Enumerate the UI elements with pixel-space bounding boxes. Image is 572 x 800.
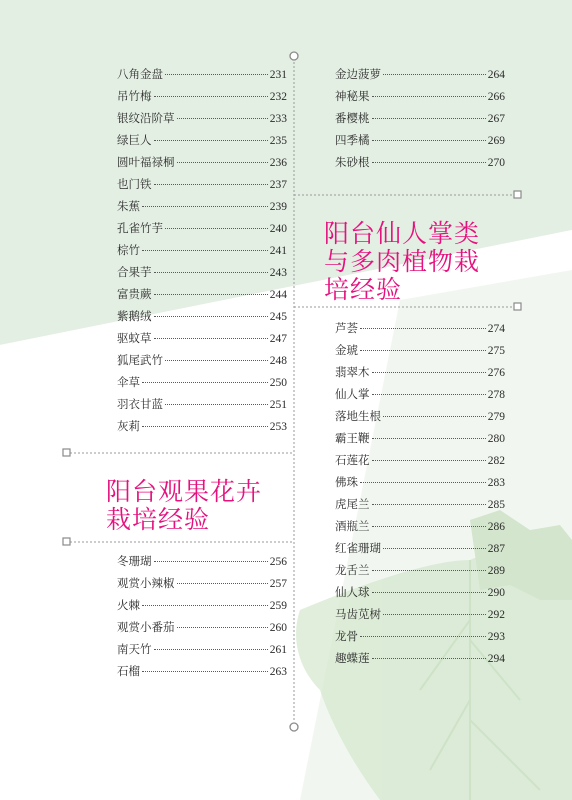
toc-entry[interactable] — [117, 132, 287, 150]
square-marker — [63, 449, 70, 456]
leader-dots — [372, 162, 486, 163]
entry-page: 241 — [269, 245, 287, 257]
leader-dots — [360, 482, 486, 483]
leader-dots — [165, 228, 268, 229]
entry-page: 294 — [487, 653, 505, 665]
entry-name: 狐尾武竹 — [117, 353, 163, 367]
entry-page: 257 — [269, 578, 287, 590]
entry-page: 286 — [487, 521, 505, 533]
leader-dots — [372, 140, 486, 141]
entry-name: 南天竹 — [117, 642, 152, 656]
entry-name: 龙舌兰 — [335, 563, 370, 577]
toc-entry[interactable] — [117, 154, 287, 172]
entry-name: 富贵蕨 — [117, 287, 152, 301]
entry-page: 270 — [487, 157, 505, 169]
entry-name: 仙人掌 — [335, 387, 370, 401]
entry-name: 伞草 — [117, 375, 140, 389]
entry-name: 紫鹅绒 — [117, 309, 152, 323]
leader-dots — [177, 627, 268, 628]
entry-page: 237 — [269, 179, 287, 191]
circle-marker-bottom — [290, 723, 298, 731]
leader-dots — [372, 658, 486, 659]
leader-dots — [177, 583, 268, 584]
entry-name: 仙人球 — [335, 585, 370, 599]
leader-dots — [154, 272, 268, 273]
toc-entry[interactable] — [335, 110, 505, 128]
leader-dots — [154, 316, 268, 317]
leader-dots — [165, 74, 268, 75]
leader-dots — [372, 118, 486, 119]
entry-page: 235 — [269, 135, 287, 147]
toc-entry[interactable] — [117, 198, 287, 216]
square-marker — [514, 191, 521, 198]
section-heading-fruit — [106, 478, 262, 534]
entry-page: 285 — [487, 499, 505, 511]
entry-name: 霸王鞭 — [335, 431, 370, 445]
entry-page: 274 — [487, 323, 505, 335]
entry-name: 灰莉 — [117, 419, 140, 433]
toc-entry[interactable] — [117, 308, 287, 326]
entry-name: 落地生根 — [335, 409, 381, 423]
entry-page: 259 — [269, 600, 287, 612]
entry-name: 棕竹 — [117, 243, 140, 257]
toc-entry[interactable] — [117, 330, 287, 348]
toc-entry[interactable] — [117, 553, 287, 571]
toc-entry[interactable] — [117, 66, 287, 84]
entry-name: 圆叶福禄桐 — [117, 155, 175, 169]
toc-entry[interactable] — [117, 641, 287, 659]
toc-entry[interactable] — [335, 474, 505, 492]
leader-dots — [142, 426, 268, 427]
leader-dots — [165, 360, 268, 361]
toc-entry[interactable] — [117, 220, 287, 238]
entry-page: 261 — [269, 644, 287, 656]
leader-dots — [372, 96, 486, 97]
circle-marker-top — [290, 52, 298, 60]
leader-dots — [154, 96, 268, 97]
leader-dots — [372, 438, 486, 439]
leader-dots — [154, 561, 268, 562]
entry-name: 吊竹梅 — [117, 89, 152, 103]
toc-entry[interactable] — [117, 396, 287, 414]
leader-dots — [154, 184, 268, 185]
leader-dots — [383, 548, 486, 549]
leader-dots — [360, 350, 486, 351]
section-heading-succulents — [324, 220, 480, 304]
entry-page: 289 — [487, 565, 505, 577]
leader-dots — [383, 74, 486, 75]
leader-dots — [383, 614, 486, 615]
entry-page: 236 — [269, 157, 287, 169]
entry-page: 231 — [269, 69, 287, 81]
toc-entry[interactable] — [335, 518, 505, 536]
entry-name: 朱蕉 — [117, 199, 140, 213]
entry-name: 羽衣甘蓝 — [117, 397, 163, 411]
section-heading-line: 阳台仙人掌类 — [324, 219, 481, 248]
entry-name: 观赏小番茄 — [117, 620, 175, 634]
leader-dots — [372, 570, 486, 571]
toc-entry[interactable] — [335, 584, 505, 602]
entry-name: 翡翠木 — [335, 365, 370, 379]
toc-entry[interactable] — [117, 619, 287, 637]
leader-dots — [372, 592, 486, 593]
square-marker — [63, 538, 70, 545]
entry-name: 趣蝶莲 — [335, 651, 370, 665]
leader-dots — [383, 416, 486, 417]
entry-name: 四季橘 — [335, 133, 370, 147]
entry-name: 合果芋 — [117, 265, 152, 279]
leader-dots — [142, 382, 268, 383]
entry-name: 石榴 — [117, 664, 140, 678]
entry-name: 朱砂根 — [335, 155, 370, 169]
toc-entry[interactable] — [335, 364, 505, 382]
toc-entry[interactable] — [335, 132, 505, 150]
toc-entry[interactable] — [335, 154, 505, 172]
entry-name: 金边菠萝 — [335, 67, 381, 81]
entry-page: 269 — [487, 135, 505, 147]
leader-dots — [142, 250, 268, 251]
entry-page: 250 — [269, 377, 287, 389]
entry-page: 232 — [269, 91, 287, 103]
entry-page: 247 — [269, 333, 287, 345]
toc-entry[interactable] — [335, 386, 505, 404]
entry-page: 243 — [269, 267, 287, 279]
leader-dots — [142, 671, 268, 672]
toc-entry[interactable] — [335, 628, 505, 646]
entry-page: 293 — [487, 631, 505, 643]
entry-page: 240 — [269, 223, 287, 235]
entry-name: 酒瓶兰 — [335, 519, 370, 533]
toc-entry[interactable] — [117, 242, 287, 260]
toc-entry[interactable] — [335, 408, 505, 426]
entry-name: 观赏小辣椒 — [117, 576, 175, 590]
toc-entry[interactable] — [335, 606, 505, 624]
entry-name: 驱蚊草 — [117, 331, 152, 345]
toc-entry[interactable] — [117, 575, 287, 593]
entry-page: 245 — [269, 311, 287, 323]
section-heading-line: 栽培经验 — [106, 505, 211, 534]
toc-entry[interactable] — [117, 286, 287, 304]
leader-dots — [154, 140, 268, 141]
leader-dots — [360, 328, 486, 329]
entry-name: 金琥 — [335, 343, 358, 357]
entry-name: 佛珠 — [335, 475, 358, 489]
entry-page: 233 — [269, 113, 287, 125]
entry-name: 冬珊瑚 — [117, 554, 152, 568]
entry-name: 银纹沿阶草 — [117, 111, 175, 125]
leader-dots — [372, 460, 486, 461]
leader-dots — [154, 338, 268, 339]
entry-page: 267 — [487, 113, 505, 125]
entry-page: 279 — [487, 411, 505, 423]
toc-entry[interactable] — [335, 562, 505, 580]
section-heading-line: 与多肉植物栽 — [324, 247, 481, 276]
square-marker — [514, 303, 521, 310]
entry-page: 263 — [269, 666, 287, 678]
entry-name: 龙骨 — [335, 629, 358, 643]
entry-page: 264 — [487, 69, 505, 81]
toc-entry[interactable] — [335, 88, 505, 106]
toc-entry[interactable] — [335, 320, 505, 338]
entry-page: 244 — [269, 289, 287, 301]
toc-entry[interactable] — [117, 597, 287, 615]
entry-page: 239 — [269, 201, 287, 213]
toc-entry[interactable] — [335, 540, 505, 558]
leader-dots — [154, 649, 268, 650]
entry-page: 251 — [269, 399, 287, 411]
entry-name: 八角金盘 — [117, 67, 163, 81]
entry-name: 芦荟 — [335, 321, 358, 335]
entry-page: 248 — [269, 355, 287, 367]
entry-page: 275 — [487, 345, 505, 357]
entry-page: 290 — [487, 587, 505, 599]
toc-entry[interactable] — [117, 663, 287, 681]
entry-name: 马齿苋树 — [335, 607, 381, 621]
toc-entry[interactable] — [117, 418, 287, 436]
entry-page: 280 — [487, 433, 505, 445]
leader-dots — [177, 118, 268, 119]
leader-dots — [372, 526, 486, 527]
entry-page: 260 — [269, 622, 287, 634]
entry-name: 绿巨人 — [117, 133, 152, 147]
entry-page: 278 — [487, 389, 505, 401]
entry-name: 孔雀竹芋 — [117, 221, 163, 235]
section-heading-line: 培经验 — [324, 275, 403, 304]
entry-page: 276 — [487, 367, 505, 379]
toc-entry[interactable] — [117, 88, 287, 106]
entry-name: 虎尾兰 — [335, 497, 370, 511]
entry-page: 253 — [269, 421, 287, 433]
leader-dots — [142, 206, 268, 207]
leader-dots — [165, 404, 268, 405]
toc-entry[interactable] — [117, 352, 287, 370]
toc-entry[interactable] — [335, 430, 505, 448]
toc-entry[interactable] — [117, 264, 287, 282]
entry-name: 石莲花 — [335, 453, 370, 467]
toc-entry[interactable] — [335, 342, 505, 360]
entry-page: 282 — [487, 455, 505, 467]
entry-page: 256 — [269, 556, 287, 568]
entry-page: 266 — [487, 91, 505, 103]
leader-dots — [372, 394, 486, 395]
toc-entry[interactable] — [335, 496, 505, 514]
leader-dots — [360, 636, 486, 637]
entry-name: 红雀珊瑚 — [335, 541, 381, 555]
toc-entry[interactable] — [117, 110, 287, 128]
leader-dots — [142, 605, 268, 606]
section-heading-line: 阳台观果花卉 — [106, 477, 263, 506]
entry-name: 火棘 — [117, 598, 140, 612]
entry-name: 番樱桃 — [335, 111, 370, 125]
leader-dots — [154, 294, 268, 295]
leader-dots — [372, 504, 486, 505]
toc-entry[interactable] — [117, 176, 287, 194]
toc-entry[interactable] — [117, 374, 287, 392]
toc-entry[interactable] — [335, 66, 505, 84]
entry-page: 283 — [487, 477, 505, 489]
toc-entry[interactable] — [335, 650, 505, 668]
entry-name: 神秘果 — [335, 89, 370, 103]
entry-page: 292 — [487, 609, 505, 621]
leader-dots — [372, 372, 486, 373]
toc-entry[interactable] — [335, 452, 505, 470]
leader-dots — [177, 162, 268, 163]
entry-page: 287 — [487, 543, 505, 555]
entry-name: 也门铁 — [117, 177, 152, 191]
